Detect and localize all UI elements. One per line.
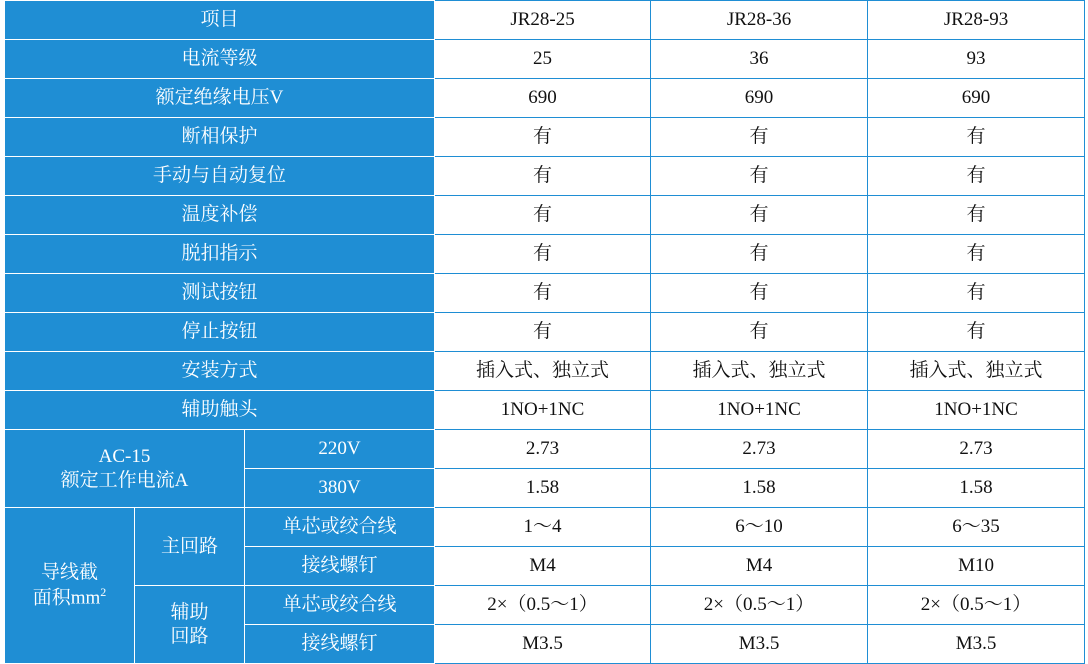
row-value: 有	[435, 313, 651, 352]
wire-sub-label: 单芯或绞合线	[245, 586, 435, 625]
ac15-label-line2: 额定工作电流A	[60, 469, 189, 491]
row-value: 1～4	[435, 508, 651, 547]
row-value: 有	[651, 196, 868, 235]
row-label: 辅助触头	[5, 391, 435, 430]
wire-sub-label: 接线螺钉	[245, 547, 435, 586]
row-value: 有	[651, 118, 868, 157]
table-row	[5, 79, 1085, 118]
table-row	[5, 118, 1085, 157]
ac15-sub-label: 220V	[245, 430, 435, 469]
row-label: 脱扣指示	[5, 235, 435, 274]
wire-sub-label: 接线螺钉	[245, 625, 435, 664]
row-value: 有	[868, 274, 1085, 313]
row-value: 6～35	[868, 508, 1085, 547]
table-row	[5, 352, 1085, 391]
row-value: 1.58	[868, 469, 1085, 508]
row-value: 1.58	[435, 469, 651, 508]
row-value: 有	[435, 118, 651, 157]
header-column-0: JR28-25	[435, 1, 651, 40]
row-value: 有	[868, 313, 1085, 352]
ac15-sub-label: 380V	[245, 469, 435, 508]
row-value: 2.73	[651, 430, 868, 469]
row-value: 1NO+1NC	[868, 391, 1085, 430]
row-value: 93	[868, 40, 1085, 79]
wire-row-main-conductor	[5, 508, 1085, 547]
wire-label-superscript: 2	[100, 584, 107, 599]
table-row	[5, 274, 1085, 313]
row-value: M3.5	[435, 625, 651, 664]
row-value: 有	[868, 235, 1085, 274]
wire-aux-line2: 回路	[170, 625, 209, 647]
row-value: 有	[868, 157, 1085, 196]
ac15-label-line1: AC-15	[98, 445, 151, 467]
row-label: 停止按钮	[5, 313, 435, 352]
row-value: 690	[868, 79, 1085, 118]
row-value: M4	[651, 547, 868, 586]
header-item-label: 项目	[5, 1, 435, 40]
wire-aux-line1: 辅助	[170, 601, 209, 623]
table-row	[5, 196, 1085, 235]
row-value: 2.73	[435, 430, 651, 469]
table-row	[5, 235, 1085, 274]
row-value: 2×（0.5～1）	[651, 586, 868, 625]
row-value: 1NO+1NC	[651, 391, 868, 430]
header-column-1: JR28-36	[651, 1, 868, 40]
row-value: 有	[435, 235, 651, 274]
row-value: 690	[435, 79, 651, 118]
row-label: 手动与自动复位	[5, 157, 435, 196]
wire-main-circuit-label: 主回路	[135, 508, 245, 586]
row-value: 插入式、独立式	[868, 352, 1085, 391]
row-value: 2.73	[868, 430, 1085, 469]
row-value: 有	[651, 157, 868, 196]
row-value: 插入式、独立式	[435, 352, 651, 391]
row-value: 有	[651, 313, 868, 352]
wire-group-label	[5, 508, 135, 664]
row-label: 电流等级	[5, 40, 435, 79]
row-value: 36	[651, 40, 868, 79]
table-header-row	[5, 1, 1085, 40]
row-value: 25	[435, 40, 651, 79]
wire-label-unit: 面积mm	[32, 587, 101, 609]
wire-aux-circuit-label	[135, 586, 245, 664]
specification-table	[4, 0, 1085, 664]
row-label: 断相保护	[5, 118, 435, 157]
table-row	[5, 40, 1085, 79]
table-row	[5, 313, 1085, 352]
row-value: M4	[435, 547, 651, 586]
row-value: M3.5	[651, 625, 868, 664]
row-value: 2×（0.5～1）	[435, 586, 651, 625]
row-label: 温度补偿	[5, 196, 435, 235]
row-label: 额定绝缘电压V	[5, 79, 435, 118]
ac15-group-label	[5, 430, 245, 508]
table-row	[5, 391, 1085, 430]
row-value: 690	[651, 79, 868, 118]
row-label: 安装方式	[5, 352, 435, 391]
wire-label-line1: 导线截	[40, 562, 98, 584]
ac15-row-220v	[5, 430, 1085, 469]
row-value: 有	[868, 196, 1085, 235]
wire-label-line2	[7, 585, 132, 610]
table-row	[5, 157, 1085, 196]
row-value: 有	[435, 157, 651, 196]
row-value: 6～10	[651, 508, 868, 547]
row-value: 1NO+1NC	[435, 391, 651, 430]
header-column-2: JR28-93	[868, 1, 1085, 40]
row-value: 有	[435, 274, 651, 313]
row-value: 有	[868, 118, 1085, 157]
row-value: 插入式、独立式	[651, 352, 868, 391]
wire-sub-label: 单芯或绞合线	[245, 508, 435, 547]
row-value: 有	[435, 196, 651, 235]
row-value: 2×（0.5～1）	[868, 586, 1085, 625]
row-value: 1.58	[651, 469, 868, 508]
row-value: 有	[651, 235, 868, 274]
row-value: 有	[651, 274, 868, 313]
row-value: M10	[868, 547, 1085, 586]
row-value: M3.5	[868, 625, 1085, 664]
row-label: 测试按钮	[5, 274, 435, 313]
